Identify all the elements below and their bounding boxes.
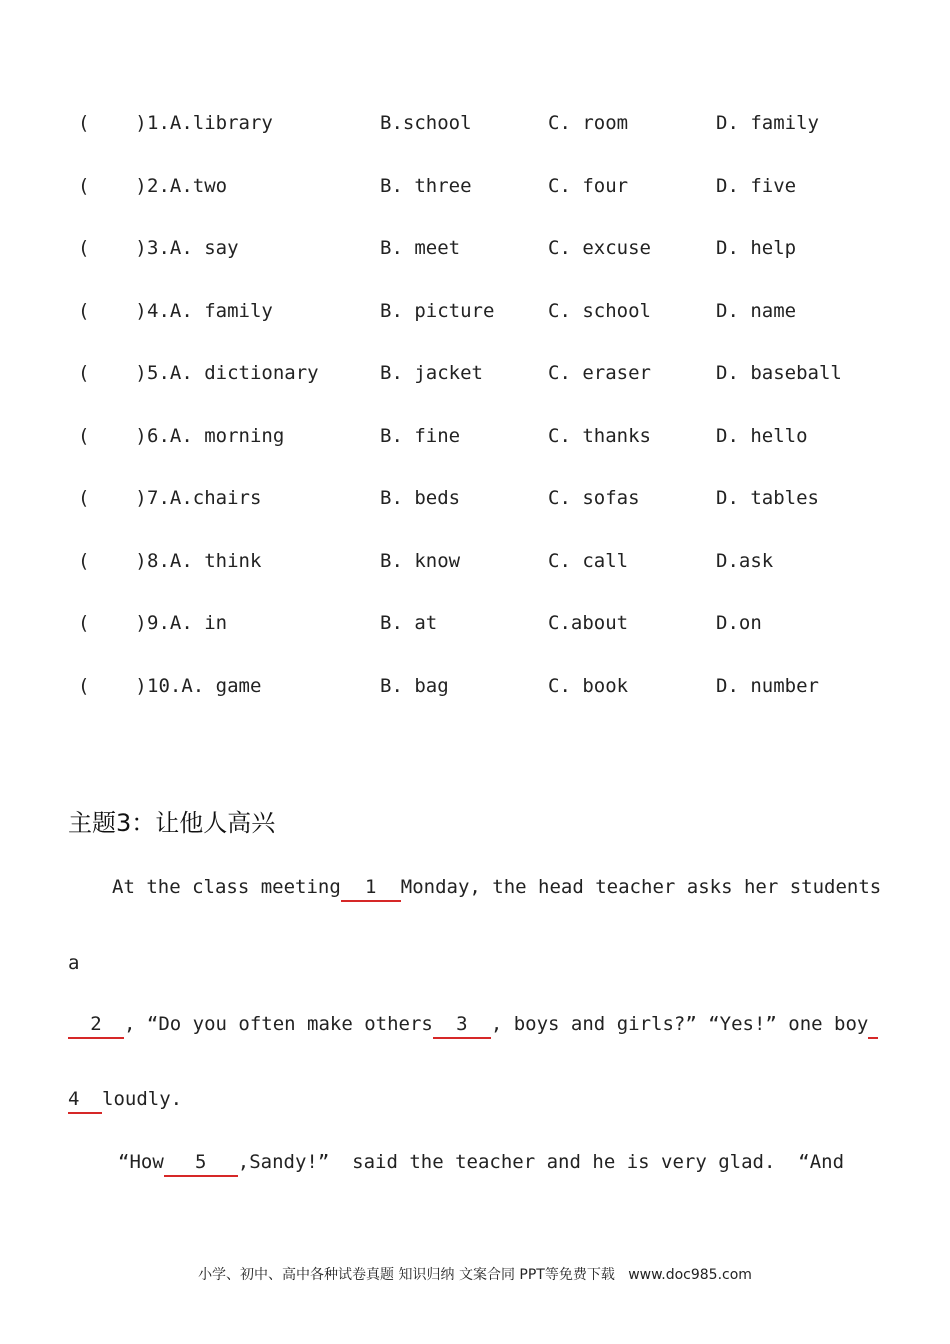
- option-b: B. meet: [380, 237, 461, 259]
- option-b: B. at: [380, 612, 438, 634]
- answer-paren: ( ): [78, 612, 147, 634]
- option-d: D. help: [716, 237, 797, 259]
- question-row: [0, 296, 950, 326]
- option-c: C. four: [548, 175, 629, 197]
- answer-paren: ( ): [78, 425, 147, 447]
- option-b: B. know: [380, 550, 461, 572]
- answer-paren: ( ): [78, 300, 147, 322]
- question-row: [0, 108, 950, 138]
- answer-paren: ( ): [78, 112, 147, 134]
- option-a: 6.A. morning: [147, 425, 285, 447]
- question-row: [0, 483, 950, 513]
- option-a: 3.A. say: [147, 237, 239, 259]
- option-d: D. name: [716, 300, 797, 322]
- option-b: B. fine: [380, 425, 461, 447]
- answer-paren: ( ): [78, 675, 147, 697]
- question-row: [0, 671, 950, 701]
- option-a: 5.A. dictionary: [147, 362, 319, 384]
- option-d: D. five: [716, 175, 797, 197]
- passage-line: [68, 948, 79, 978]
- option-c: C. call: [548, 550, 629, 572]
- passage-text: At the class meeting: [112, 876, 341, 898]
- option-d: D.ask: [716, 550, 774, 572]
- option-d: D.on: [716, 612, 762, 634]
- answer-paren: ( ): [78, 550, 147, 572]
- passage-text: , “Do you often make others: [124, 1013, 433, 1035]
- option-a: 7.A.chairs: [147, 487, 262, 509]
- option-c: C. sofas: [548, 487, 640, 509]
- passage-text: “How: [118, 1151, 164, 1173]
- question-row: [0, 608, 950, 638]
- option-c: C. thanks: [548, 425, 651, 447]
- option-a: 10.A. game: [147, 675, 262, 697]
- option-d: D. family: [716, 112, 819, 134]
- passage-line: [112, 872, 881, 902]
- passage-text: a: [68, 952, 80, 974]
- option-b: B. picture: [380, 300, 495, 322]
- question-row: [0, 233, 950, 263]
- option-d: D. baseball: [716, 362, 842, 384]
- option-a: 9.A. in: [147, 612, 228, 634]
- option-d: D. hello: [716, 425, 808, 447]
- passage-text: Monday, the head teacher asks her students: [400, 876, 882, 898]
- question-row: [0, 421, 950, 451]
- option-d: D. number: [716, 675, 819, 697]
- passage-text: loudly.: [102, 1088, 183, 1110]
- passage-text: ,Sandy!” said the teacher and he is very glad. “And: [237, 1151, 845, 1173]
- passage-line: [68, 1009, 878, 1039]
- option-a: 8.A. think: [147, 550, 262, 572]
- option-c: C.about: [548, 612, 629, 634]
- option-c: C. eraser: [548, 362, 651, 384]
- answer-blank: 3: [433, 1011, 491, 1039]
- question-row: [0, 546, 950, 576]
- passage-line: [118, 1147, 844, 1177]
- option-c: C. book: [548, 675, 629, 697]
- question-row: [0, 358, 950, 388]
- option-c: C. school: [548, 300, 651, 322]
- answer-blank: 4: [68, 1086, 102, 1114]
- option-c: C. room: [548, 112, 629, 134]
- option-d: D. tables: [716, 487, 819, 509]
- answer-paren: ( ): [78, 487, 147, 509]
- option-c: C. excuse: [548, 237, 651, 259]
- option-b: B.school: [380, 112, 472, 134]
- option-b: B. jacket: [380, 362, 483, 384]
- question-row: [0, 171, 950, 201]
- option-a: 2.A.two: [147, 175, 228, 197]
- answer-paren: ( ): [78, 175, 147, 197]
- passage-text: , boys and girls?” “Yes!” one boy: [490, 1013, 869, 1035]
- answer-blank: 1: [341, 874, 401, 902]
- option-a: 4.A. family: [147, 300, 273, 322]
- answer-paren: ( ): [78, 362, 147, 384]
- answer-blank: 2: [68, 1011, 124, 1039]
- option-a: 1.A.library: [147, 112, 273, 134]
- option-b: B. bag: [380, 675, 449, 697]
- page-footer: 小学、初中、高中各种试卷真题 知识归纳 文案合同 PPT等免费下载 www.doc985.com: [198, 1267, 752, 1283]
- answer-paren: ( ): [78, 237, 147, 259]
- answer-blank-tail: [868, 1011, 878, 1039]
- option-b: B. three: [380, 175, 472, 197]
- section-title: 主题3：让他人高兴: [68, 809, 276, 837]
- option-b: B. beds: [380, 487, 461, 509]
- answer-blank: 5: [164, 1149, 238, 1177]
- passage-line: [68, 1084, 182, 1114]
